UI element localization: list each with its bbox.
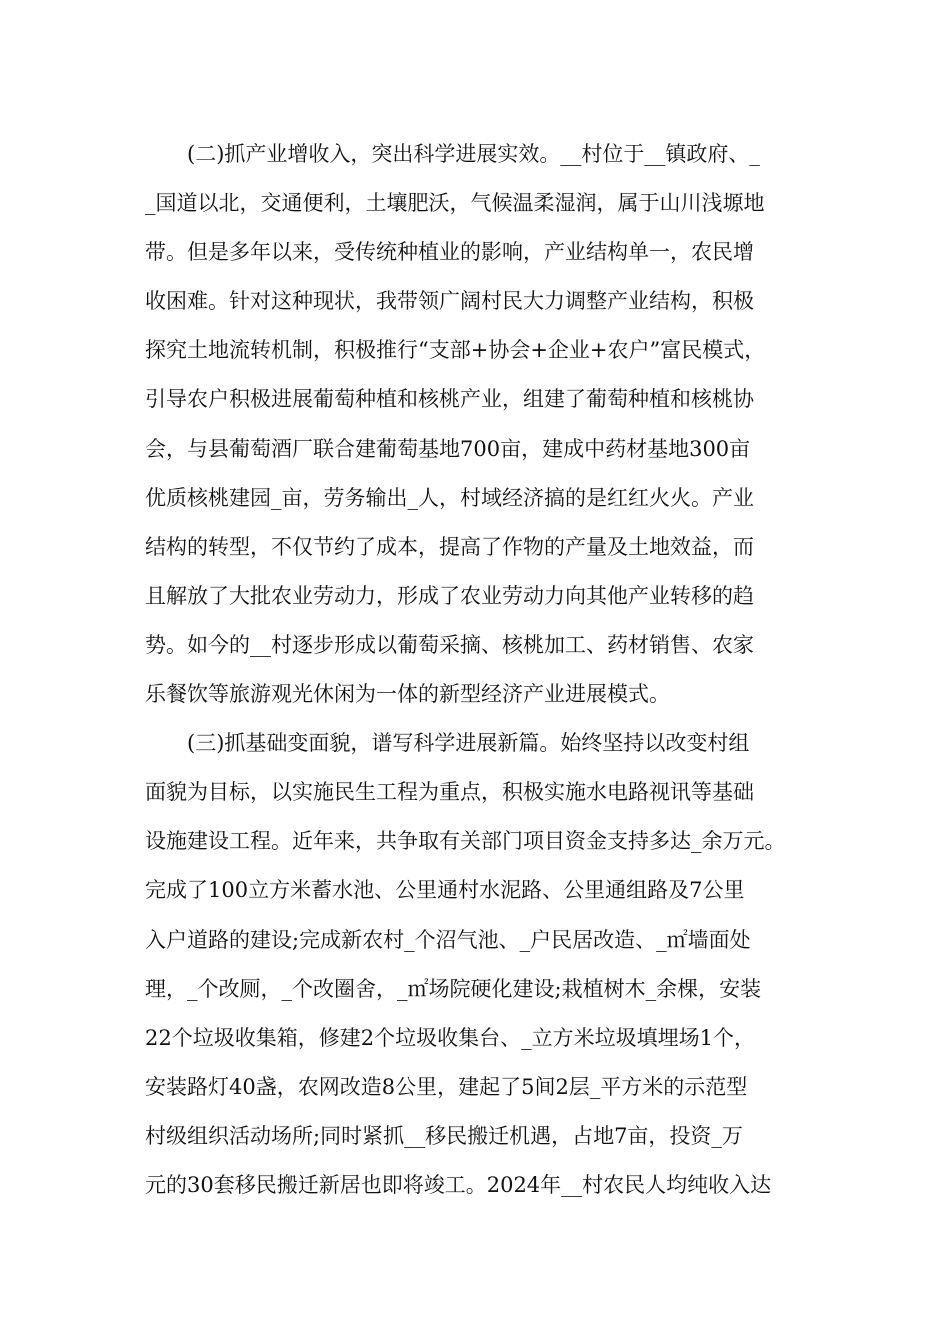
text-line: 探究土地流转机制，积极推行“支部+协会+企业+农户”富民模式， xyxy=(145,338,766,363)
text-line: 引导农户积极进展葡萄种植和核桃产业，组建了葡萄种植和核桃协 xyxy=(145,387,754,412)
text-line: _国道以北，交通便利，土壤肥沃，气候温柔湿润，属于山川浅塬地 xyxy=(145,191,765,216)
text-line: 完成了100立方米蓄水池、公里通村水泥路、公里通组路及7公里 xyxy=(145,878,745,903)
text-line: 安装路灯40盏，农网改造8公里，建起了5间2层_平方米的示范型 xyxy=(145,1074,748,1099)
text-line: 带。但是多年以来，受传统种植业的影响，产业结构单一，农民增 xyxy=(145,240,754,265)
text-line: 22个垃圾收集箱，修建2个垃圾收集台、_立方米垃圾填埋场1个， xyxy=(145,1025,755,1050)
text-line: 且解放了大批农业劳动力，形成了农业劳动力向其他产业转移的趋 xyxy=(145,583,754,608)
text-line: 入户道路的建设;完成新农村_个沼气池、_户民居改造、_㎡墙面处 xyxy=(145,927,751,952)
document-body xyxy=(145,130,815,1210)
paragraph-industry xyxy=(145,130,815,719)
text-line: 势。如今的__村逐步形成以葡萄采摘、核桃加工、药材销售、农家 xyxy=(145,632,754,657)
text-line: 设施建设工程。近年来，共争取有关部门项目资金支持多达_余万元。 xyxy=(145,829,786,854)
text-line: 结构的转型，不仅节约了成本，提高了作物的产量及土地效益，而 xyxy=(145,534,754,559)
text-line: 会，与县葡萄酒厂联合建葡萄基地700亩，建成中药材基地300亩 xyxy=(145,436,751,461)
text-line: 优质核桃建园_亩，劳务输出_人，村域经济搞的是红红火火。产业 xyxy=(145,485,754,510)
text-line: 理，_个改厕，_个改圈舍，_㎡场院硬化建设;栽植树木_余棵，安装 xyxy=(145,976,762,1001)
text-line: (三)抓基础变面貌，谱写科学进展新篇。始终坚持以改变村组 xyxy=(187,731,750,756)
text-line: 村级组织活动场所;同时紧抓__移民搬迁机遇，占地7亩，投资_万 xyxy=(145,1123,743,1148)
text-line: 面貌为目标，以实施民生工程为重点，积极实施水电路视讯等基础 xyxy=(145,780,754,805)
text-line: 收困难。针对这种现状，我带领广阔村民大力调整产业结构，积极 xyxy=(145,289,754,314)
text-line: 元的30套移民搬迁新居也即将竣工。2024年__村农民人均纯收入达 xyxy=(145,1172,772,1197)
paragraph-infrastructure xyxy=(145,719,815,1210)
text-line: (二)抓产业增收入，突出科学进展实效。__村位于__镇政府、_ xyxy=(187,142,760,166)
text-line: 乐餐饮等旅游观光休闲为一体的新型经济产业进展模式。 xyxy=(145,682,670,707)
